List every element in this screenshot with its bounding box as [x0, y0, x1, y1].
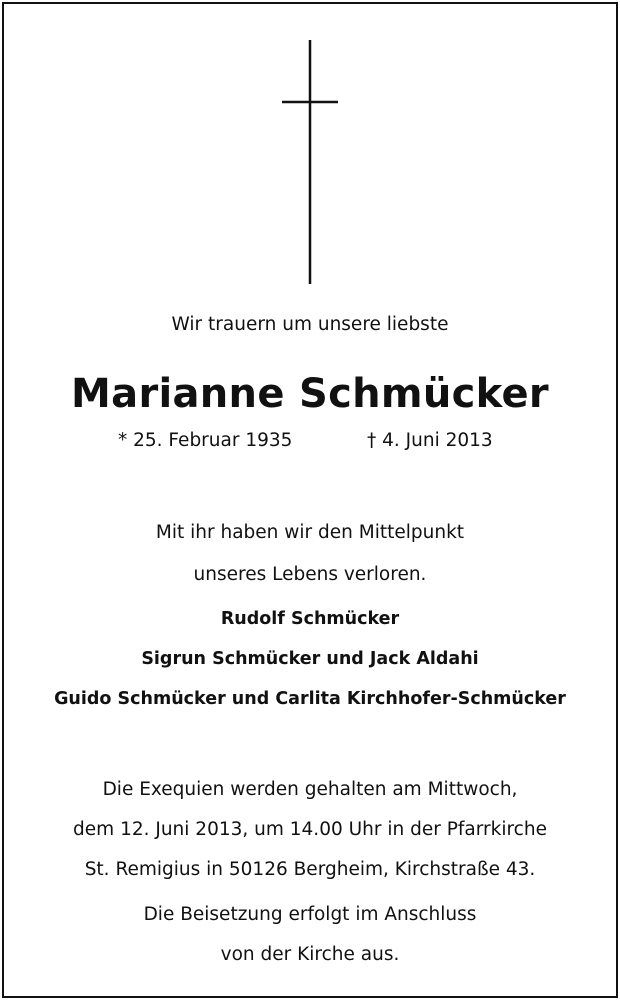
exequien-line: St. Remigius in 50126 Bergheim, Kirchstraße 43. [84, 859, 536, 880]
birth-date: * 25. Februar 1935 [118, 430, 293, 451]
cross-icon [0, 0, 620, 300]
exequien-line: Die Exequien werden gehalten am Mittwoch, [102, 779, 518, 800]
family-member: Guido Schmücker und Carlita Kirchhofer-Schmücker [54, 689, 566, 709]
message-line: Mit ihr haben wir den Mittelpunkt [155, 522, 465, 543]
deceased-name: Marianne Schmücker [71, 371, 549, 417]
exequien-line: dem 12. Juni 2013, um 14.00 Uhr in der Pfarrkirche [73, 819, 547, 840]
intro-text: Wir trauern um unsere liebste [171, 314, 449, 335]
burial-line: von der Kirche aus. [220, 944, 400, 965]
family-member: Sigrun Schmücker und Jack Aldahi [141, 649, 479, 669]
death-date: † 4. Juni 2013 [367, 430, 493, 451]
burial-line: Die Beisetzung erfolgt im Anschluss [143, 904, 477, 925]
family-member: Rudolf Schmücker [220, 609, 400, 629]
message-line: unseres Lebens verloren. [193, 564, 427, 585]
